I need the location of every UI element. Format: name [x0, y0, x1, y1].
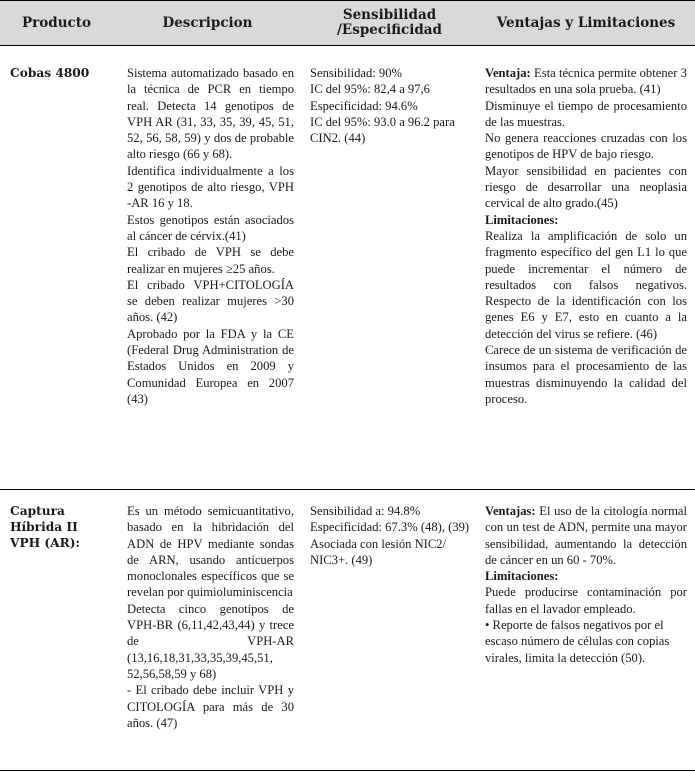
table-row: [0, 490, 695, 771]
sensitivity-line: Especificidad: 67.3% (48), (39): [310, 520, 470, 535]
description-paragraph: Aprobado por la FDA y la CE (Federal Drug Administration de Estados Unidos en 2009 y Comunidad Europea en 2007 (43): [127, 326, 294, 406]
product-cell: [0, 46, 113, 490]
advantage-text: Esta técnica permite obtener 3 resultados en una sola prueba. (41): [485, 66, 687, 97]
advantage-paragraph: No genera reacciones cruzadas con los genotipos de HPV de bajo riesgo.: [485, 131, 687, 162]
sensitivity-line: IC del 95%: 93.0 a 96.2 para CIN2. (44): [310, 114, 455, 146]
description-paragraph: Es un método semicuantitativo, basado en la hibridación del ADN de HPV mediante sondas de ARN, usando anticuerpos monoclonales específicos que se revelan por quimioluminiscencia: [127, 504, 294, 600]
advantage-paragraph: Mayor sensibilidad en pacientes con riesgo de desarrollar una neoplasia cervical de alto grado.(45): [485, 163, 687, 211]
limitation-paragraph: Carece de un sistema de verificación de insumos para el procesamiento de las muestras disminuyendo la calidad del proceso.: [485, 343, 687, 406]
limitations-label: Limitaciones:: [485, 212, 559, 227]
sensitivity-cell: [302, 490, 477, 771]
advantage-paragraph: Disminuye el tiempo de procesamiento de las muestras.: [485, 98, 687, 129]
sensitivity-cell: [302, 46, 477, 490]
advantages-cell: [477, 46, 695, 490]
product-name: Captura Híbrida II VPH (AR):: [10, 504, 80, 550]
table-header-row: [0, 1, 695, 46]
advantage-label: Ventajas:: [485, 504, 536, 518]
description-cell: [113, 46, 302, 490]
sensitivity-line: IC del 95%: 82,4 a 97,6: [310, 82, 430, 97]
limitation-paragraph: • Reporte de falsos negativos por el escaso número de células con copias virales, limita la detección (50).: [485, 618, 670, 665]
description-paragraph: - El cribado debe incluir VPH y CITOLOGÍA para más de 30 años. (47): [127, 683, 294, 730]
description-paragraph: El cribado VPH+CITOLOGÍA se deben realizar mujeres >30 años. (42): [127, 277, 294, 325]
advantages-cell: [477, 490, 695, 771]
description-paragraph: Identifica individualmente a los 2 genotipos de alto riesgo, VPH -AR 16 y 18.: [127, 163, 294, 211]
header-description: Descripcion: [113, 1, 302, 46]
description-paragraph: Sistema automatizado basado en la técnica de PCR en tiempo real. Detecta 14 genotipos de VPH AR (31, 33, 35, 39, 45, 51, 52, 56, 58, 59) y dos de probable alto riesgo (66 y 68).: [127, 66, 294, 162]
table-row: [0, 46, 695, 490]
description-cell: [113, 490, 302, 771]
sensitivity-line: Especificidad: 94.6%: [310, 98, 418, 113]
description-paragraph: Estos genotipos están asociados al cáncer de cérvix.(41): [127, 212, 294, 243]
advantage-label: Ventaja:: [485, 66, 531, 80]
sensitivity-line: Sensibilidad a: 94.8%: [310, 504, 421, 518]
header-advantages: Ventajas y Limitaciones: [477, 1, 695, 46]
description-paragraph: Detecta cinco genotipos de VPH-BR (6,11,42,43,44) y trece de VPH-AR (13,16,18,31,33,35,39,45,51, 52,56,58,59 y 68): [127, 601, 294, 681]
product-name: Cobas 4800: [10, 66, 90, 80]
header-sensitivity: [302, 1, 477, 46]
advantage-paragraph: [485, 65, 687, 98]
sensitivity-line: Asociada con lesión NIC2/ NIC3+. (49): [310, 536, 447, 567]
header-sensitivity-line2: /Especificidad: [337, 22, 442, 38]
advantage-paragraph: [485, 503, 687, 568]
description-paragraph: El cribado de VPH se debe realizar en mujeres ≥25 años.: [127, 245, 294, 276]
limitations-label: Limitaciones:: [485, 569, 559, 584]
sensitivity-line: Sensibilidad: 90%: [310, 66, 402, 80]
advantage-text: El uso de la citología normal con un test de ADN, permite una mayor sensibilidad, aumentando la detección de cáncer en un 60 - 70%.: [485, 504, 687, 567]
limitation-paragraph: Realiza la amplificación de solo un fragmento específico del gen L1 lo que puede incrementar el número de resultados con falsos negativos. Respecto de la identificación con los genes E6 y E7, esto en cuanto a la detección del virus se refiere. (46): [485, 228, 687, 341]
header-sensitivity-line1: Sensibilidad: [342, 7, 437, 23]
limitation-paragraph: Puede producirse contaminación por fallas en el lavador empleado.: [485, 585, 687, 616]
header-product: Producto: [0, 1, 113, 46]
product-cell: [0, 490, 113, 771]
